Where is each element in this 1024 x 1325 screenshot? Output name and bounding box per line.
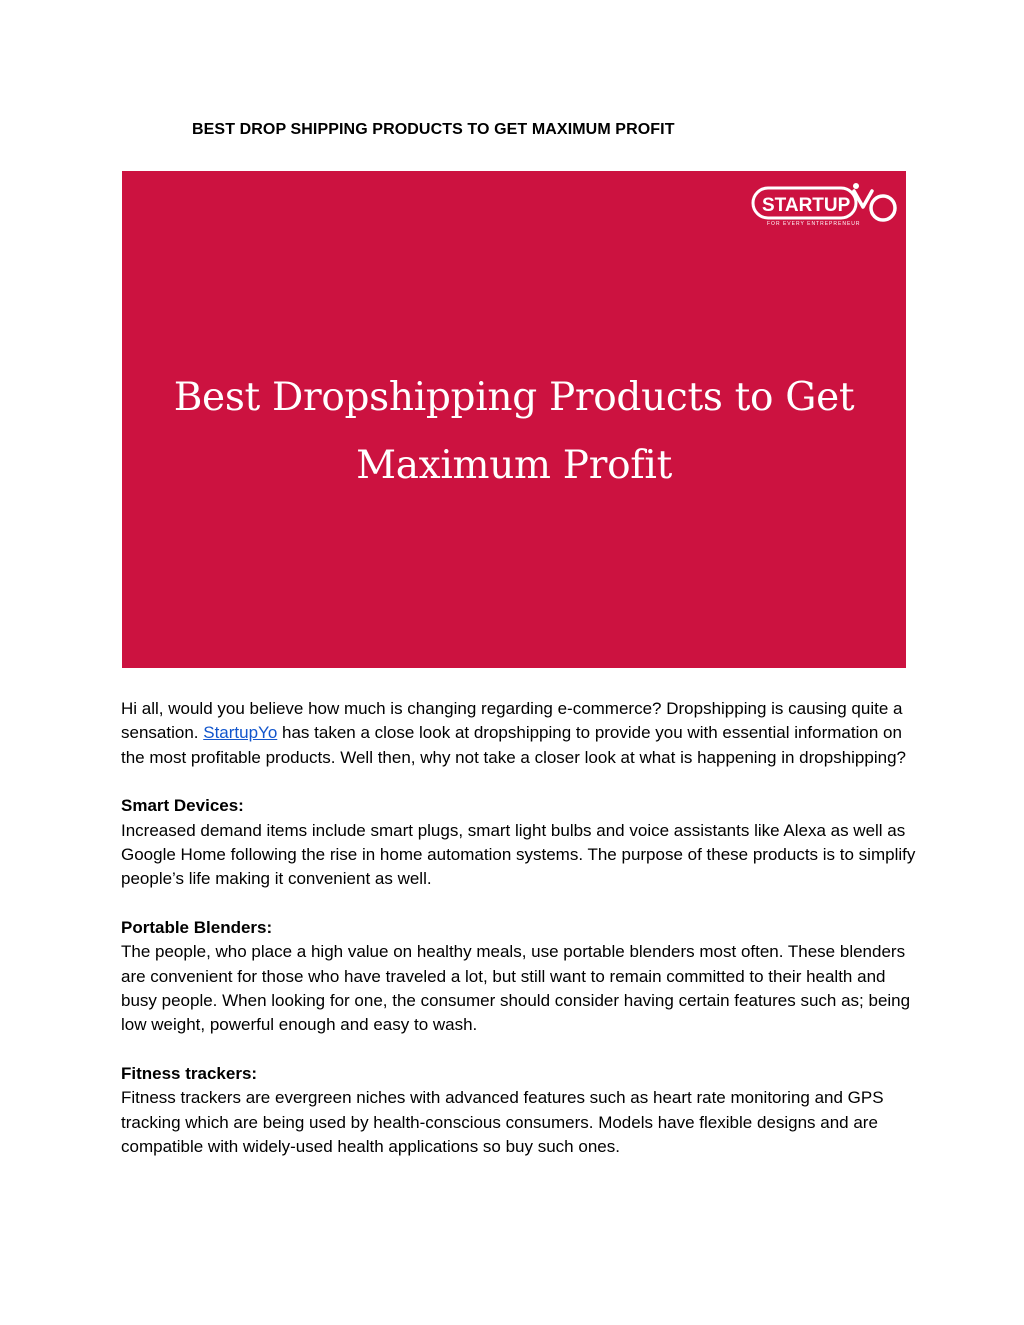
hero-banner-image <box>122 171 906 668</box>
section-body: Increased demand items include smart plugs, smart light bulbs and voice assistants like Alexa as well as Google Home following the rise in home automation systems. The purpose of these products is to simplify people’s life making it convenient as well. <box>121 820 916 889</box>
intro-paragraph <box>121 697 921 770</box>
banner-headline-line-1: Best Dropshipping Products to Get <box>173 375 855 420</box>
section-body: The people, who place a high value on healthy meals, use portable blenders most often. These blenders are convenient for those who have traveled a lot, but still want to remain committed to their health and busy people. When looking for one, the consumer should consider having certain features such as; being low weight, powerful enough and easy to wash. <box>121 942 911 1035</box>
section-portable-blenders <box>121 916 921 1038</box>
logo-tagline: FOR EVERY ENTREPRENEUR <box>767 221 861 227</box>
article-body <box>121 697 921 1184</box>
section-heading: Fitness trackers: <box>121 1063 258 1083</box>
banner-headline-line-2: Maximum Profit <box>356 443 672 488</box>
section-heading: Portable Blenders: <box>121 917 273 937</box>
section-smart-devices <box>121 794 921 892</box>
startupyo-link[interactable]: StartupYo <box>203 723 278 743</box>
startupyo-logo <box>750 177 900 233</box>
section-heading: Smart Devices: <box>121 796 244 816</box>
intro-text-start: Hi all, would you believe how much is changing regarding e-commerce? Dropshipping is causing quite a sensation. <box>121 699 903 743</box>
document-title: BEST DROP SHIPPING PRODUCTS TO GET MAXIMUM PROFIT <box>192 121 675 138</box>
banner-headline <box>122 364 906 500</box>
section-fitness-trackers <box>121 1062 921 1160</box>
section-body: Fitness trackers are evergreen niches with advanced features such as heart rate monitoring and GPS tracking which are being used by health-conscious consumers. Models have flexible designs and are compatible with widely-used health applications so buy such ones. <box>121 1088 884 1157</box>
logo-wordmark: STARTUP <box>762 195 851 216</box>
intro-text-end: has taken a close look at dropshipping to provide you with essential information on the most profitable products. Well then, why not take a closer look at what is happening in dropshipping? <box>121 723 906 767</box>
